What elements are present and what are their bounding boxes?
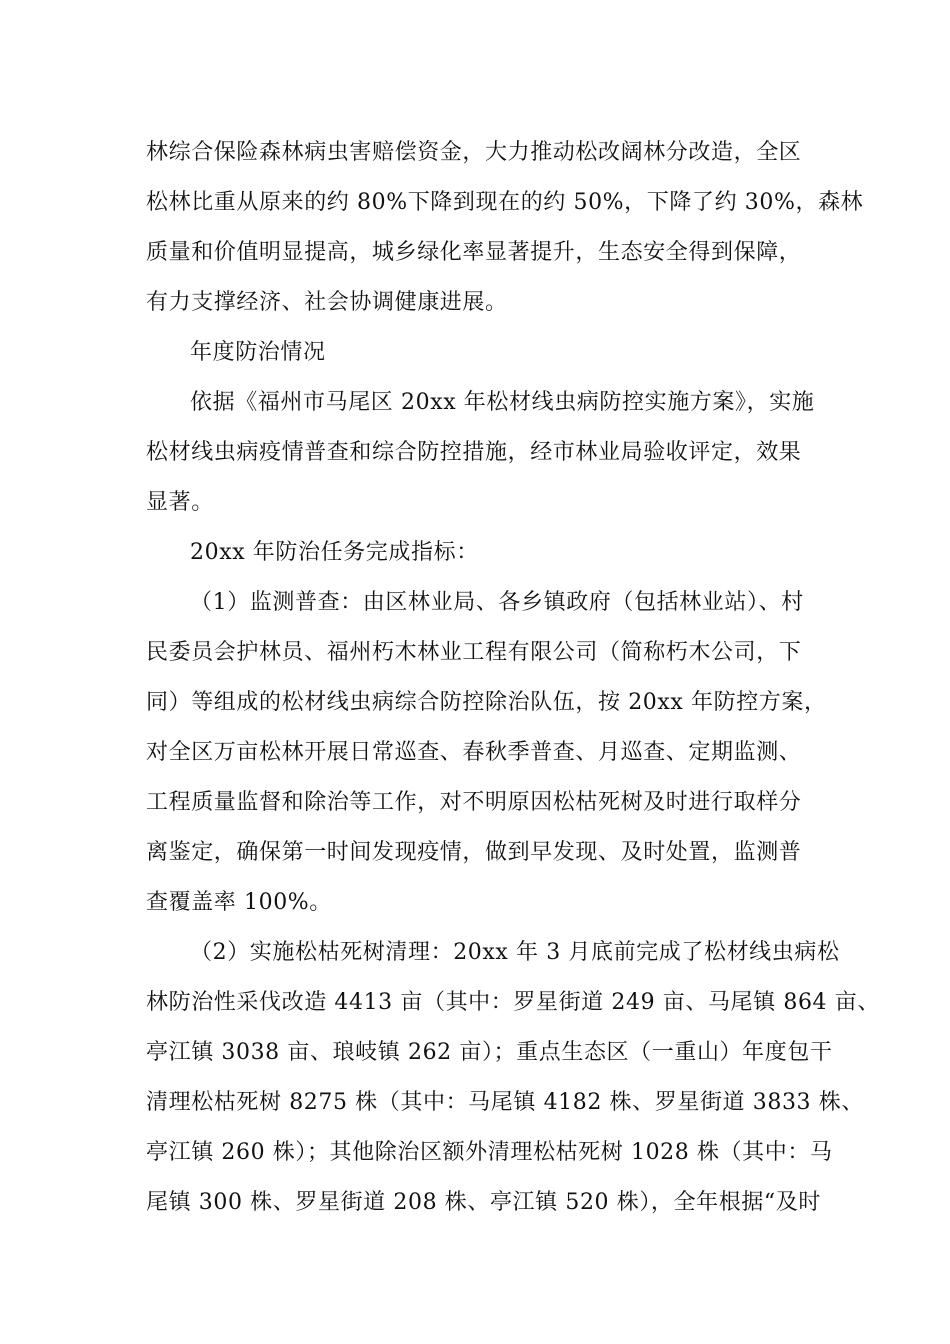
text-line: 查覆盖率 100%。 [146, 890, 332, 915]
section-heading: 年度防治情况 [190, 340, 326, 365]
text-line: 亭江镇 260 株）；其他除治区额外清理松枯死树 1028 株（其中：马 [146, 1140, 833, 1165]
text-line: 松材线虫病疫情普查和综合防控措施，经市林业局验收评定，效果 [146, 440, 802, 465]
text-line: （1）监测普查：由区林业局、各乡镇政府（包括林业站）、村 [190, 590, 804, 615]
text-line: 依据《福州市马尾区 20xx 年松材线虫病防控实施方案》，实施 [190, 390, 815, 415]
text-line: 有力支撑经济、社会协调健康进展。 [146, 290, 508, 315]
text-line: 清理松枯死树 8275 株（其中：马尾镇 4182 株、罗星街道 3833 株、 [146, 1090, 864, 1115]
text-line: 林防治性采伐改造 4413 亩（其中：罗星街道 249 亩、马尾镇 864 亩、 [146, 990, 880, 1015]
text-line: （2）实施松枯死树清理：20xx 年 3 月底前完成了松材线虫病松 [190, 940, 840, 965]
text-line: 松林比重从原来的约 80%下降到现在的约 50%，下降了约 30%，森林 [146, 190, 864, 215]
text-line: 工程质量监督和除治等工作，对不明原因松枯死树及时进行取样分 [146, 790, 802, 815]
text-line: 质量和价值明显提高，城乡绿化率显著提升，生态安全得到保障， [146, 240, 802, 265]
text-line: 对全区万亩松林开展日常巡查、春秋季普查、月巡查、定期监测、 [146, 740, 802, 765]
text-line: 民委员会护林员、福州朽木林业工程有限公司（简称朽木公司，下 [146, 640, 802, 665]
text-line: 林综合保险森林病虫害赔偿资金，大力推动松改阔林分改造，全区 [146, 140, 802, 165]
text-line: 亭江镇 3038 亩、琅岐镇 262 亩）；重点生态区（一重山）年度包干 [146, 1040, 833, 1065]
text-line: 尾镇 300 株、罗星街道 208 株、亭江镇 520 株），全年根据“及时 [146, 1190, 821, 1215]
text-line: 同）等组成的松材线虫病综合防控除治队伍，按 20xx 年防控方案， [146, 690, 827, 715]
subheading: 20xx 年防治任务完成指标： [190, 540, 479, 565]
text-line: 离鉴定，确保第一时间发现疫情，做到早发现、及时处置，监测普 [146, 840, 802, 865]
text-line: 显著。 [146, 490, 214, 515]
